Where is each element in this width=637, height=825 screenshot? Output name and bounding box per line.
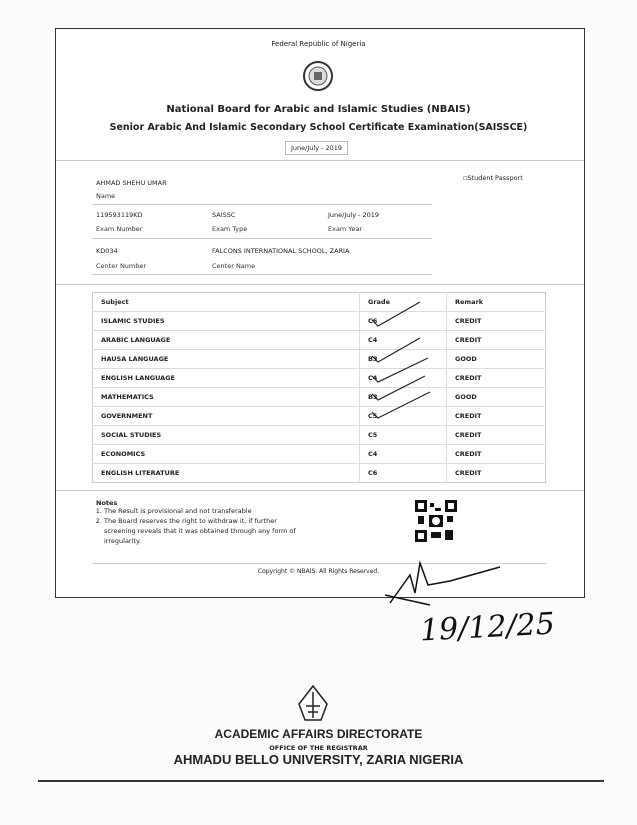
- exam-number-label: Exam Number: [96, 225, 143, 233]
- center-number-label: Center Number: [96, 262, 147, 270]
- grade-cell: C4: [360, 445, 447, 464]
- board-title: National Board for Arabic and Islamic Studies (NBAIS): [166, 104, 471, 115]
- subject-cell: ENGLISH LANGUAGE: [93, 369, 360, 388]
- abu-logo-icon: [296, 684, 330, 722]
- remark-cell: Remark: [447, 293, 546, 312]
- table-row: [93, 312, 546, 331]
- center-name: FALCONS INTERNATIONAL SCHOOL, ZARIA: [212, 247, 350, 255]
- table-row: [93, 407, 546, 426]
- subject-cell: GOVERNMENT: [93, 407, 360, 426]
- exam-year: June/July - 2019: [328, 211, 380, 219]
- subject-cell: ISLAMIC STUDIES: [93, 312, 360, 331]
- table-row: [93, 388, 546, 407]
- grade-cell: C5: [360, 407, 447, 426]
- grade-cell: C4: [360, 331, 447, 350]
- qr-code-icon: [415, 500, 457, 542]
- stamp-divider: [38, 780, 604, 782]
- table-row: [93, 426, 546, 445]
- exam-number: 119593119KD: [96, 211, 143, 219]
- subject-cell: ECONOMICS: [93, 445, 360, 464]
- remark-cell: CREDIT: [447, 464, 546, 483]
- table-row: [93, 464, 546, 483]
- grade-cell: B3: [360, 388, 447, 407]
- table-row: [93, 331, 546, 350]
- student-passport-image: ▫Student Passport: [463, 174, 523, 182]
- country-heading: Federal Republic of Nigeria: [271, 40, 366, 48]
- center-name-label: Center Name: [212, 262, 256, 270]
- table-row: [93, 445, 546, 464]
- remark-cell: CREDIT: [447, 331, 546, 350]
- nbais-logo-icon: [302, 60, 334, 92]
- center-number: KD034: [96, 247, 118, 255]
- remark-cell: GOOD: [447, 388, 546, 407]
- grade-cell: Grade: [360, 293, 447, 312]
- subject-cell: HAUSA LANGUAGE: [93, 350, 360, 369]
- remark-cell: CREDIT: [447, 445, 546, 464]
- results-table: [92, 292, 546, 483]
- handwritten-checkmarks: [370, 296, 440, 426]
- grade-cell: C6: [360, 464, 447, 483]
- remark-cell: GOOD: [447, 350, 546, 369]
- remark-cell: CREDIT: [447, 407, 546, 426]
- grade-cell: C6: [360, 312, 447, 331]
- name-label: Name: [96, 192, 116, 200]
- subject-cell: MATHEMATICS: [93, 388, 360, 407]
- subject-cell: Subject: [101, 298, 129, 306]
- subject-cell: ARABIC LANGUAGE: [93, 331, 360, 350]
- session-badge: June/July - 2019: [285, 141, 348, 155]
- remark-cell: CREDIT: [447, 369, 546, 388]
- table-row: [93, 350, 546, 369]
- office-title: OFFICE OF THE REGISTRAR: [269, 744, 368, 752]
- copyright: Copyright © NBAIS. All Rights Reserved.: [257, 568, 380, 575]
- exam-type-label: Exam Type: [212, 225, 248, 233]
- exam-year-label: Exam Year: [328, 225, 363, 233]
- university-title: AHMADU BELLO UNIVERSITY, ZARIA NIGERIA: [173, 752, 464, 767]
- subject-cell: SOCIAL STUDIES: [93, 426, 360, 445]
- directorate-title: ACADEMIC AFFAIRS DIRECTORATE: [214, 727, 423, 741]
- subject-cell: ENGLISH LITERATURE: [93, 464, 360, 483]
- notes-list: [84, 506, 304, 546]
- remark-cell: CREDIT: [447, 312, 546, 331]
- note-item: 1. The Result is provisional and not transferable: [104, 506, 304, 516]
- note-item: 2. The Board reserves the right to withdraw it, if further screening reveals that it was obtained through any form of irregularity.: [104, 516, 304, 546]
- table-row: [93, 369, 546, 388]
- exam-title: Senior Arabic And Islamic Secondary School Certificate Examination(SAISSCE): [109, 122, 528, 133]
- candidate-name: AHMAD SHEHU UMAR: [96, 179, 167, 187]
- table-header-row: [93, 293, 546, 312]
- grade-cell: B3: [360, 350, 447, 369]
- notes-title: Notes: [96, 499, 118, 507]
- passport-alt-text: Student Passport: [467, 174, 523, 182]
- signature-icon: [380, 555, 510, 615]
- grade-cell: C4: [360, 369, 447, 388]
- grade-cell: C5: [360, 426, 447, 445]
- handwritten-date: 19/12/25: [419, 606, 556, 649]
- remark-cell: CREDIT: [447, 426, 546, 445]
- exam-type: SAISSC: [212, 211, 236, 219]
